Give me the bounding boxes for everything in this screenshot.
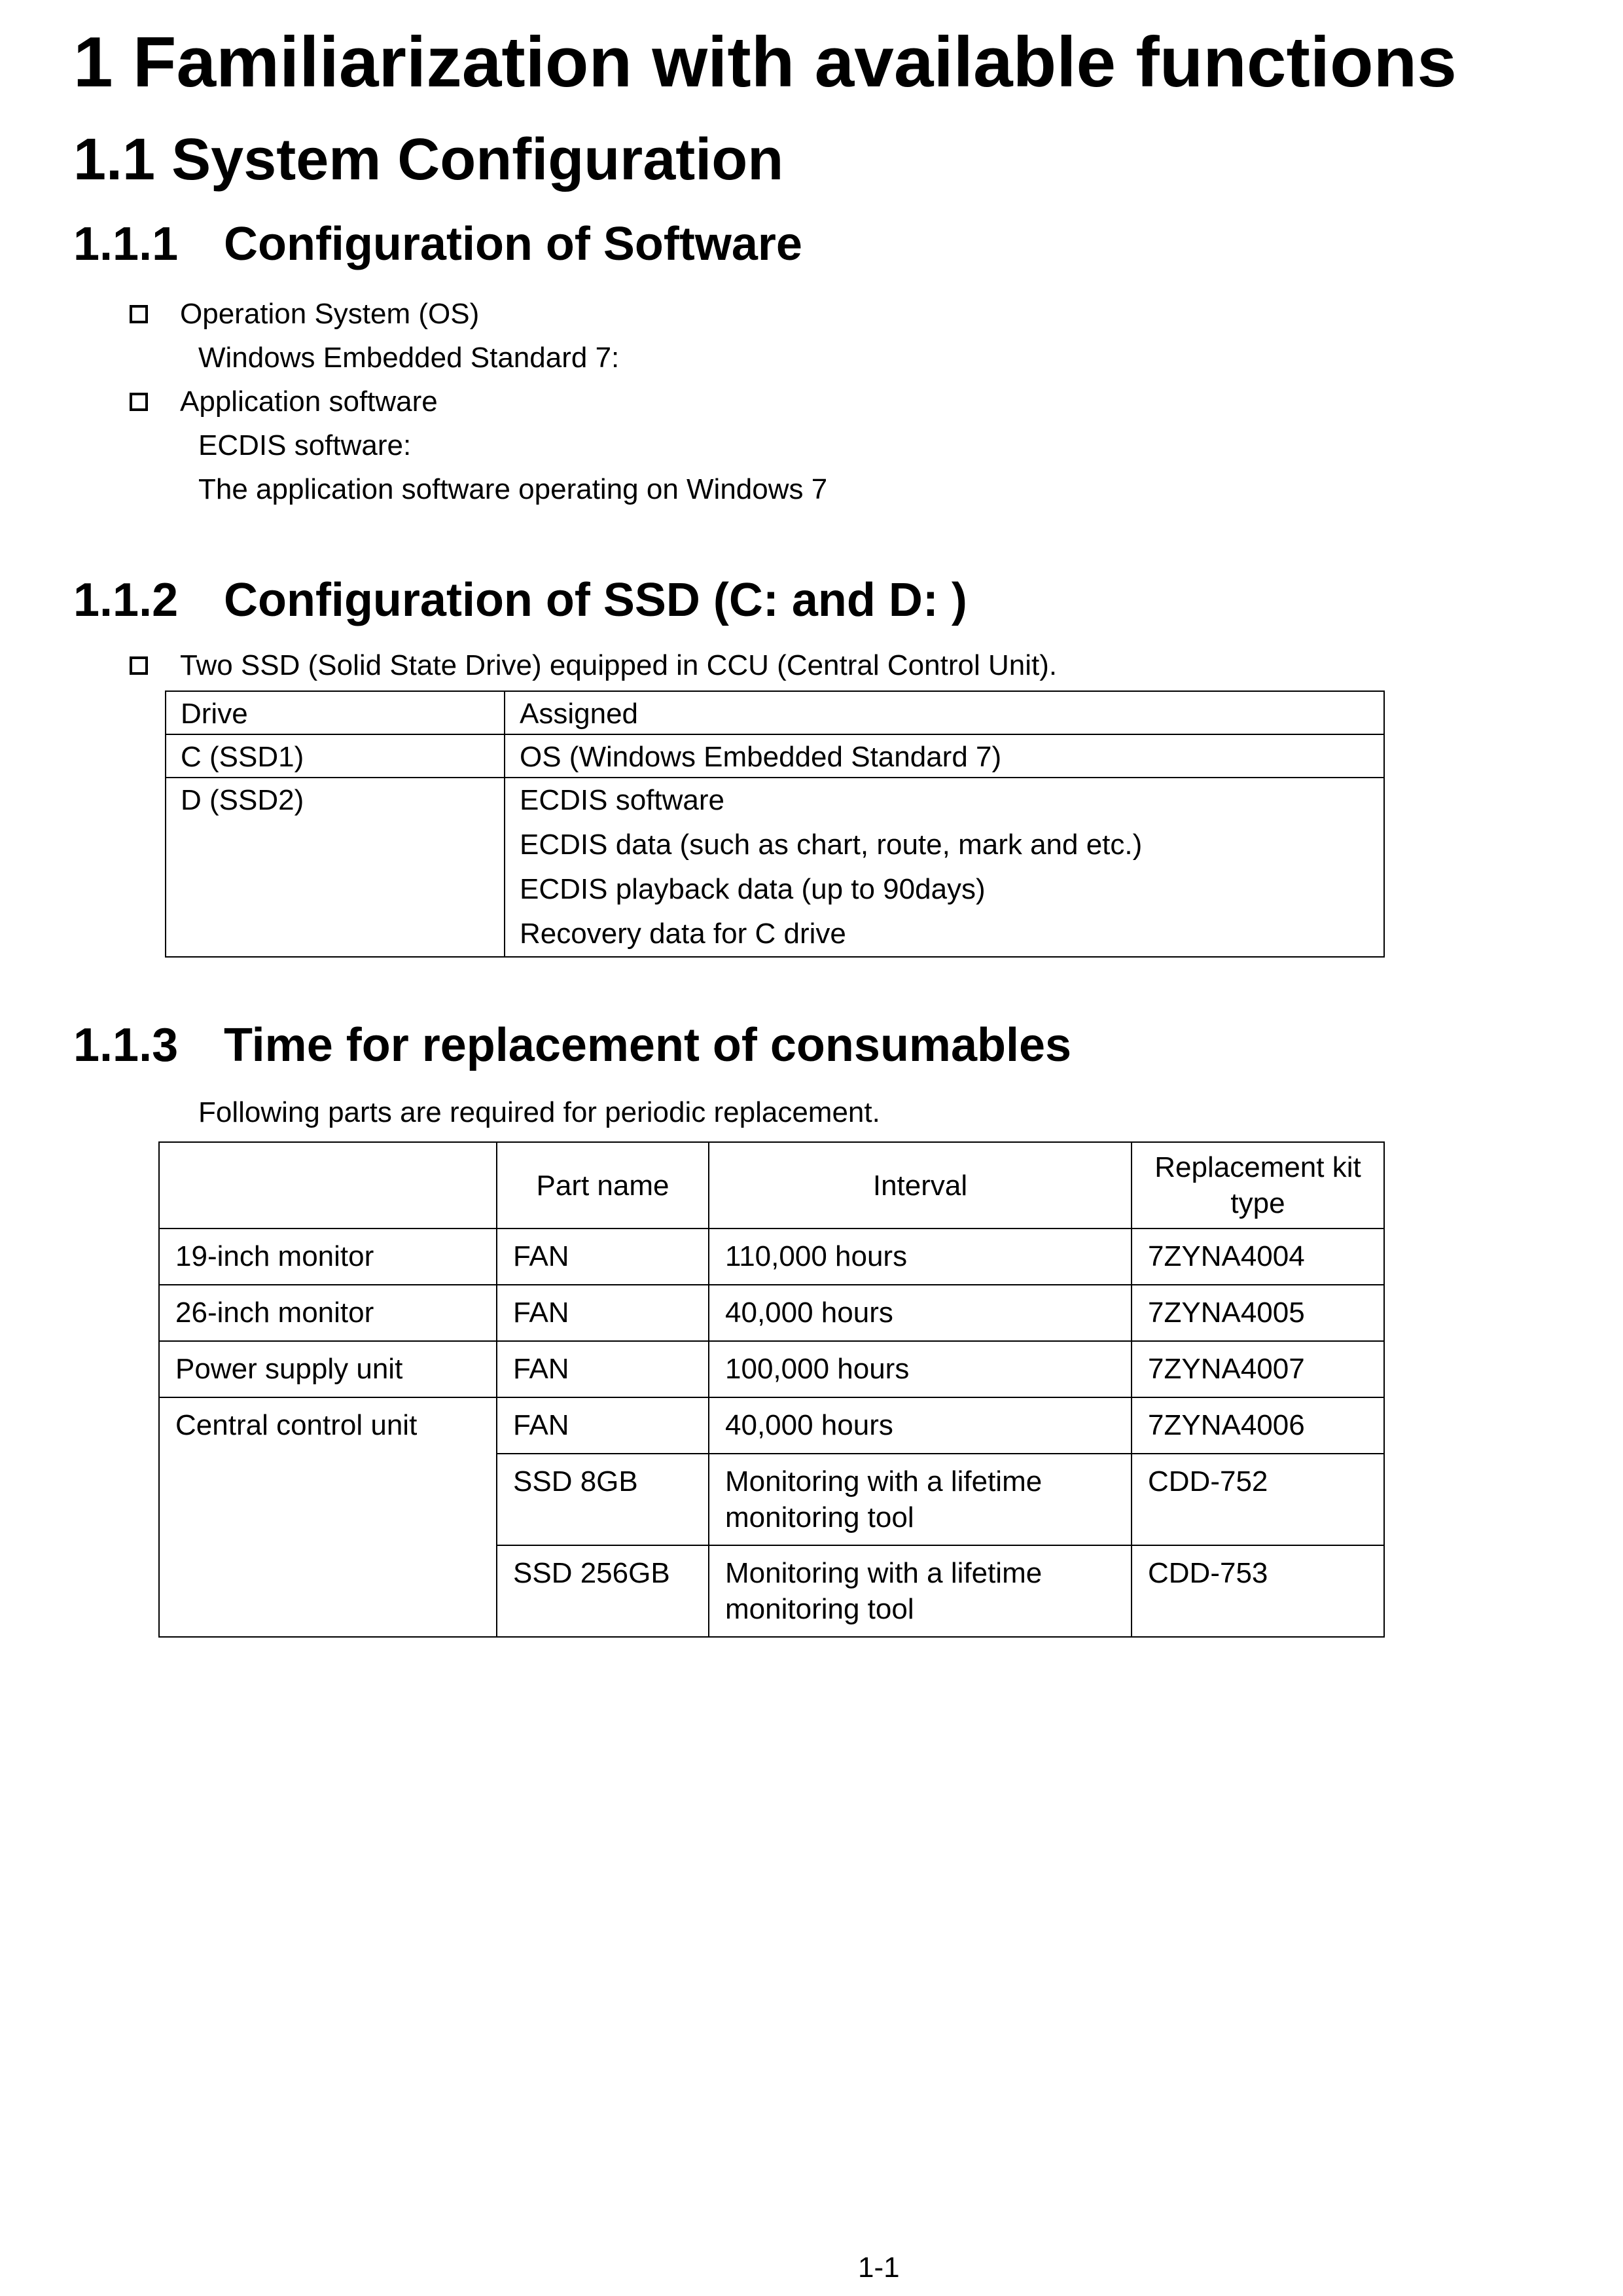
cell-part: SSD 256GB [497, 1545, 709, 1637]
cell-interval: 40,000 hours [709, 1397, 1132, 1454]
ssd-bullet-text: Two SSD (Solid State Drive) equipped in CCU (Central Control Unit). [180, 649, 1058, 681]
cell-part: FAN [497, 1285, 709, 1341]
checkbox-bullet-icon [130, 393, 148, 411]
cell-unit: Central control unit [159, 1397, 497, 1637]
assigned-line: ECDIS data (such as chart, route, mark and etc.) [520, 829, 1143, 861]
header-part-name: Part name [497, 1142, 709, 1229]
cell-unit: Power supply unit [159, 1341, 497, 1397]
ssd-table [165, 691, 1385, 958]
cell-assigned: OS (Windows Embedded Standard 7) [505, 734, 1384, 778]
cell-interval: 100,000 hours [709, 1341, 1132, 1397]
os-value: Windows Embedded Standard 7: [198, 342, 620, 374]
consumables-intro: Following parts are required for periodic replacement. [198, 1096, 880, 1128]
checkbox-bullet-icon [130, 656, 148, 675]
assigned-line: ECDIS playback data (up to 90days) [520, 873, 986, 905]
header-assigned: Assigned [505, 691, 1384, 734]
table-row [166, 734, 1384, 778]
app-label: Application software [180, 386, 438, 418]
subsection-software-heading [73, 216, 802, 272]
subsection-title: Configuration of Software [224, 218, 802, 270]
cell-unit: 19-inch monitor [159, 1229, 497, 1285]
consumables-table [158, 1141, 1385, 1638]
os-label: Operation System (OS) [180, 298, 480, 330]
subsection-number: 1.1.3 [73, 1019, 179, 1071]
cell-interval: 110,000 hours [709, 1229, 1132, 1285]
table-row [159, 1341, 1384, 1397]
subsection-title: Time for replacement of consumables [224, 1019, 1072, 1071]
cell-kit: CDD-753 [1132, 1545, 1384, 1637]
cell-kit: 7ZYNA4007 [1132, 1341, 1384, 1397]
cell-part: SSD 8GB [497, 1454, 709, 1545]
table-row [159, 1397, 1384, 1454]
header-drive: Drive [166, 691, 505, 734]
table-header-row [166, 691, 1384, 734]
chapter-title: 1 Familiarization with available functions [73, 22, 1457, 102]
app-value-ecdis: ECDIS software: [198, 429, 412, 461]
cell-interval: Monitoring with a lifetime monitoring tool [709, 1545, 1132, 1637]
subsection-title: Configuration of SSD (C: and D: ) [224, 574, 967, 626]
cell-interval: 40,000 hours [709, 1285, 1132, 1341]
checkbox-bullet-icon [130, 305, 148, 323]
assigned-line: ECDIS software [520, 784, 724, 816]
cell-part: FAN [497, 1341, 709, 1397]
cell-assigned [505, 778, 1384, 957]
subsection-number: 1.1.2 [73, 574, 179, 626]
subsection-consumables-heading [73, 1017, 1071, 1073]
subsection-ssd-heading [73, 572, 967, 628]
cell-drive: D (SSD2) [166, 778, 505, 957]
table-row [159, 1285, 1384, 1341]
cell-kit: 7ZYNA4005 [1132, 1285, 1384, 1341]
cell-kit: CDD-752 [1132, 1454, 1384, 1545]
cell-drive: C (SSD1) [166, 734, 505, 778]
table-row [159, 1229, 1384, 1285]
cell-kit: 7ZYNA4006 [1132, 1397, 1384, 1454]
cell-part: FAN [497, 1229, 709, 1285]
table-header-row [159, 1142, 1384, 1229]
cell-interval: Monitoring with a lifetime monitoring tool [709, 1454, 1132, 1545]
cell-part: FAN [497, 1397, 709, 1454]
page-number: 1-1 [858, 2251, 900, 2284]
table-row [166, 778, 1384, 957]
header-unit [159, 1142, 497, 1229]
cell-unit: 26-inch monitor [159, 1285, 497, 1341]
header-interval: Interval [709, 1142, 1132, 1229]
section-title: 1.1 System Configuration [73, 127, 784, 192]
assigned-line: Recovery data for C drive [520, 918, 846, 950]
header-kit-type: Replacement kit type [1132, 1142, 1384, 1229]
cell-kit: 7ZYNA4004 [1132, 1229, 1384, 1285]
app-value-description: The application software operating on Windows 7 [198, 473, 828, 505]
subsection-number: 1.1.1 [73, 218, 179, 270]
